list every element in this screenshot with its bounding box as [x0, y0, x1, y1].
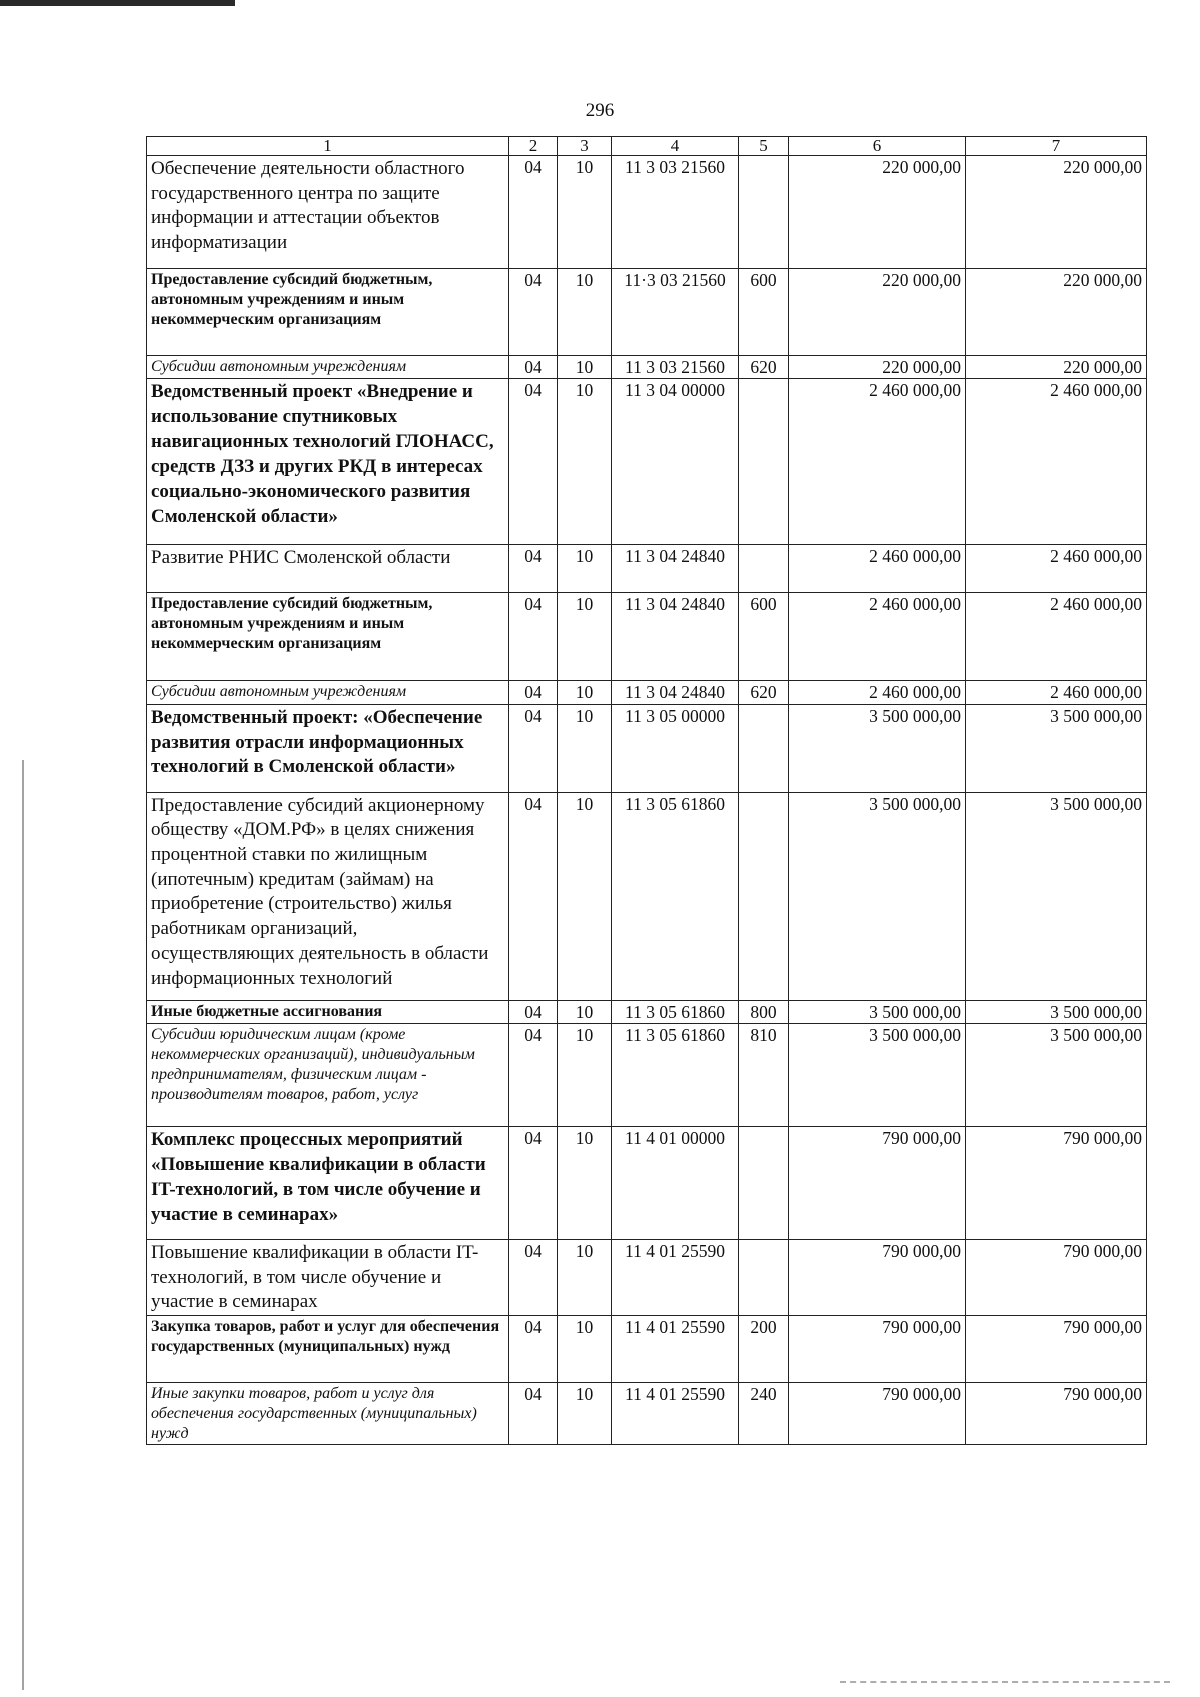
subsection-code: 10 — [558, 1000, 612, 1023]
row-name: Предоставление субсидий бюджетным, автономным учреждениям и иным некоммерческим организациям — [147, 269, 509, 356]
target-article-code: 11 4 01 25590 — [612, 1240, 739, 1316]
target-article-code: 11 3 03 21560 — [612, 356, 739, 379]
column-header: 4 — [612, 137, 739, 156]
row-name: Ведомственный проект: «Обеспечение развития отрасли информационных технологий в Смоленской области» — [147, 704, 509, 792]
table-row — [147, 269, 1147, 356]
target-article-code: 11 4 01 00000 — [612, 1127, 739, 1240]
table-row — [147, 1383, 1147, 1445]
section-code: 04 — [509, 156, 558, 269]
table-row — [147, 1000, 1147, 1023]
budget-table — [146, 136, 1147, 1445]
subsection-code: 10 — [558, 156, 612, 269]
row-name: Иные закупки товаров, работ и услуг для обеспечения государственных (муниципальных) нужд — [147, 1383, 509, 1445]
amount-year-1: 790 000,00 — [789, 1240, 966, 1316]
subsection-code: 10 — [558, 356, 612, 379]
row-name: Ведомственный проект «Внедрение и использование спутниковых навигационных технологий ГЛОНАСС, средств ДЗЗ и других РКД в интересах социально-экономического развития Смоленской области» — [147, 379, 509, 545]
expense-type-code — [739, 704, 789, 792]
subsection-code: 10 — [558, 1024, 612, 1127]
expense-type-code — [739, 156, 789, 269]
amount-year-1: 3 500 000,00 — [789, 1000, 966, 1023]
section-code: 04 — [509, 1316, 558, 1383]
expense-type-code: 800 — [739, 1000, 789, 1023]
scan-edge-mark — [0, 0, 235, 6]
column-header: 3 — [558, 137, 612, 156]
amount-year-2: 3 500 000,00 — [966, 792, 1147, 1000]
subsection-code: 10 — [558, 704, 612, 792]
row-name: Субсидии автономным учреждениям — [147, 681, 509, 704]
table-row — [147, 1240, 1147, 1316]
amount-year-2: 220 000,00 — [966, 356, 1147, 379]
row-name: Субсидии автономным учреждениям — [147, 356, 509, 379]
section-code: 04 — [509, 681, 558, 704]
amount-year-1: 3 500 000,00 — [789, 792, 966, 1000]
amount-year-1: 3 500 000,00 — [789, 1024, 966, 1127]
column-header: 1 — [147, 137, 509, 156]
expense-type-code — [739, 1127, 789, 1240]
amount-year-2: 3 500 000,00 — [966, 704, 1147, 792]
section-code: 04 — [509, 269, 558, 356]
section-code: 04 — [509, 1000, 558, 1023]
expense-type-code — [739, 379, 789, 545]
amount-year-2: 220 000,00 — [966, 269, 1147, 356]
target-article-code: 11 3 04 24840 — [612, 593, 739, 681]
table-row — [147, 1316, 1147, 1383]
amount-year-1: 3 500 000,00 — [789, 704, 966, 792]
target-article-code: 11 3 05 61860 — [612, 792, 739, 1000]
expense-type-code — [739, 545, 789, 593]
target-article-code: 11 3 05 61860 — [612, 1024, 739, 1127]
subsection-code: 10 — [558, 681, 612, 704]
section-code: 04 — [509, 1024, 558, 1127]
target-article-code: 11 4 01 25590 — [612, 1316, 739, 1383]
amount-year-2: 2 460 000,00 — [966, 379, 1147, 545]
column-header: 2 — [509, 137, 558, 156]
amount-year-2: 790 000,00 — [966, 1127, 1147, 1240]
amount-year-2: 790 000,00 — [966, 1240, 1147, 1316]
expense-type-code: 600 — [739, 269, 789, 356]
amount-year-1: 2 460 000,00 — [789, 545, 966, 593]
amount-year-1: 220 000,00 — [789, 269, 966, 356]
subsection-code: 10 — [558, 1383, 612, 1445]
table-row — [147, 1127, 1147, 1240]
row-name: Обеспечение деятельности областного государственного центра по защите информации и аттестации объектов информатизации — [147, 156, 509, 269]
column-header: 7 — [966, 137, 1147, 156]
expense-type-code: 200 — [739, 1316, 789, 1383]
amount-year-1: 790 000,00 — [789, 1316, 966, 1383]
expense-type-code: 620 — [739, 681, 789, 704]
amount-year-2: 3 500 000,00 — [966, 1024, 1147, 1127]
amount-year-2: 2 460 000,00 — [966, 545, 1147, 593]
expense-type-code — [739, 1240, 789, 1316]
row-name: Предоставление субсидий акционерному обществу «ДОМ.РФ» в целях снижения процентной ставки по жилищным (ипотечным) кредитам (займам) на приобретение (строительство) жилья работникам организаций, осуществляющих деятельность в области информационных технологий — [147, 792, 509, 1000]
amount-year-1: 790 000,00 — [789, 1127, 966, 1240]
row-name: Иные бюджетные ассигнования — [147, 1000, 509, 1023]
amount-year-1: 2 460 000,00 — [789, 681, 966, 704]
target-article-code: 11 3 04 24840 — [612, 545, 739, 593]
subsection-code: 10 — [558, 593, 612, 681]
amount-year-2: 220 000,00 — [966, 156, 1147, 269]
section-code: 04 — [509, 593, 558, 681]
section-code: 04 — [509, 545, 558, 593]
amount-year-1: 220 000,00 — [789, 156, 966, 269]
target-article-code: 11·3 03 21560 — [612, 269, 739, 356]
scan-edge-mark — [22, 760, 24, 1690]
expense-type-code: 240 — [739, 1383, 789, 1445]
column-header: 5 — [739, 137, 789, 156]
section-code: 04 — [509, 704, 558, 792]
target-article-code: 11 3 05 00000 — [612, 704, 739, 792]
target-article-code: 11 3 03 21560 — [612, 156, 739, 269]
section-code: 04 — [509, 792, 558, 1000]
row-name: Закупка товаров, работ и услуг для обеспечения государственных (муниципальных) нужд — [147, 1316, 509, 1383]
amount-year-1: 2 460 000,00 — [789, 379, 966, 545]
section-code: 04 — [509, 356, 558, 379]
section-code: 04 — [509, 379, 558, 545]
expense-type-code: 620 — [739, 356, 789, 379]
table-row — [147, 792, 1147, 1000]
table-row — [147, 704, 1147, 792]
target-article-code: 11 3 04 24840 — [612, 681, 739, 704]
subsection-code: 10 — [558, 379, 612, 545]
subsection-code: 10 — [558, 545, 612, 593]
subsection-code: 10 — [558, 269, 612, 356]
section-code: 04 — [509, 1240, 558, 1316]
amount-year-2: 790 000,00 — [966, 1383, 1147, 1445]
target-article-code: 11 4 01 25590 — [612, 1383, 739, 1445]
subsection-code: 10 — [558, 1240, 612, 1316]
amount-year-2: 2 460 000,00 — [966, 593, 1147, 681]
table-row — [147, 593, 1147, 681]
target-article-code: 11 3 04 00000 — [612, 379, 739, 545]
row-name: Предоставление субсидий бюджетным, автономным учреждениям и иным некоммерческим организациям — [147, 593, 509, 681]
table-row — [147, 379, 1147, 545]
header-row — [147, 137, 1147, 156]
section-code: 04 — [509, 1383, 558, 1445]
row-name: Субсидии юридическим лицам (кроме некоммерческих организаций), индивидуальным предпринимателям, физическим лицам - производителям товаров, работ, услуг — [147, 1024, 509, 1127]
row-name: Комплекс процессных мероприятий «Повышение квалификации в области IT-технологий, в том числе обучение и участие в семинарах» — [147, 1127, 509, 1240]
table-row — [147, 545, 1147, 593]
section-code: 04 — [509, 1127, 558, 1240]
column-header: 6 — [789, 137, 966, 156]
amount-year-1: 2 460 000,00 — [789, 593, 966, 681]
table-row — [147, 156, 1147, 269]
table-row — [147, 1024, 1147, 1127]
amount-year-2: 3 500 000,00 — [966, 1000, 1147, 1023]
scan-edge-mark — [840, 1681, 1170, 1683]
page-number: 296 — [585, 100, 615, 121]
row-name: Повышение квалификации в области IT-технологий, в том числе обучение и участие в семинарах — [147, 1240, 509, 1316]
amount-year-2: 790 000,00 — [966, 1316, 1147, 1383]
subsection-code: 10 — [558, 1316, 612, 1383]
subsection-code: 10 — [558, 792, 612, 1000]
row-name: Развитие РНИС Смоленской области — [147, 545, 509, 593]
amount-year-2: 2 460 000,00 — [966, 681, 1147, 704]
expense-type-code: 600 — [739, 593, 789, 681]
amount-year-1: 220 000,00 — [789, 356, 966, 379]
expense-type-code — [739, 792, 789, 1000]
target-article-code: 11 3 05 61860 — [612, 1000, 739, 1023]
subsection-code: 10 — [558, 1127, 612, 1240]
amount-year-1: 790 000,00 — [789, 1383, 966, 1445]
table-row — [147, 356, 1147, 379]
table-row — [147, 681, 1147, 704]
expense-type-code: 810 — [739, 1024, 789, 1127]
